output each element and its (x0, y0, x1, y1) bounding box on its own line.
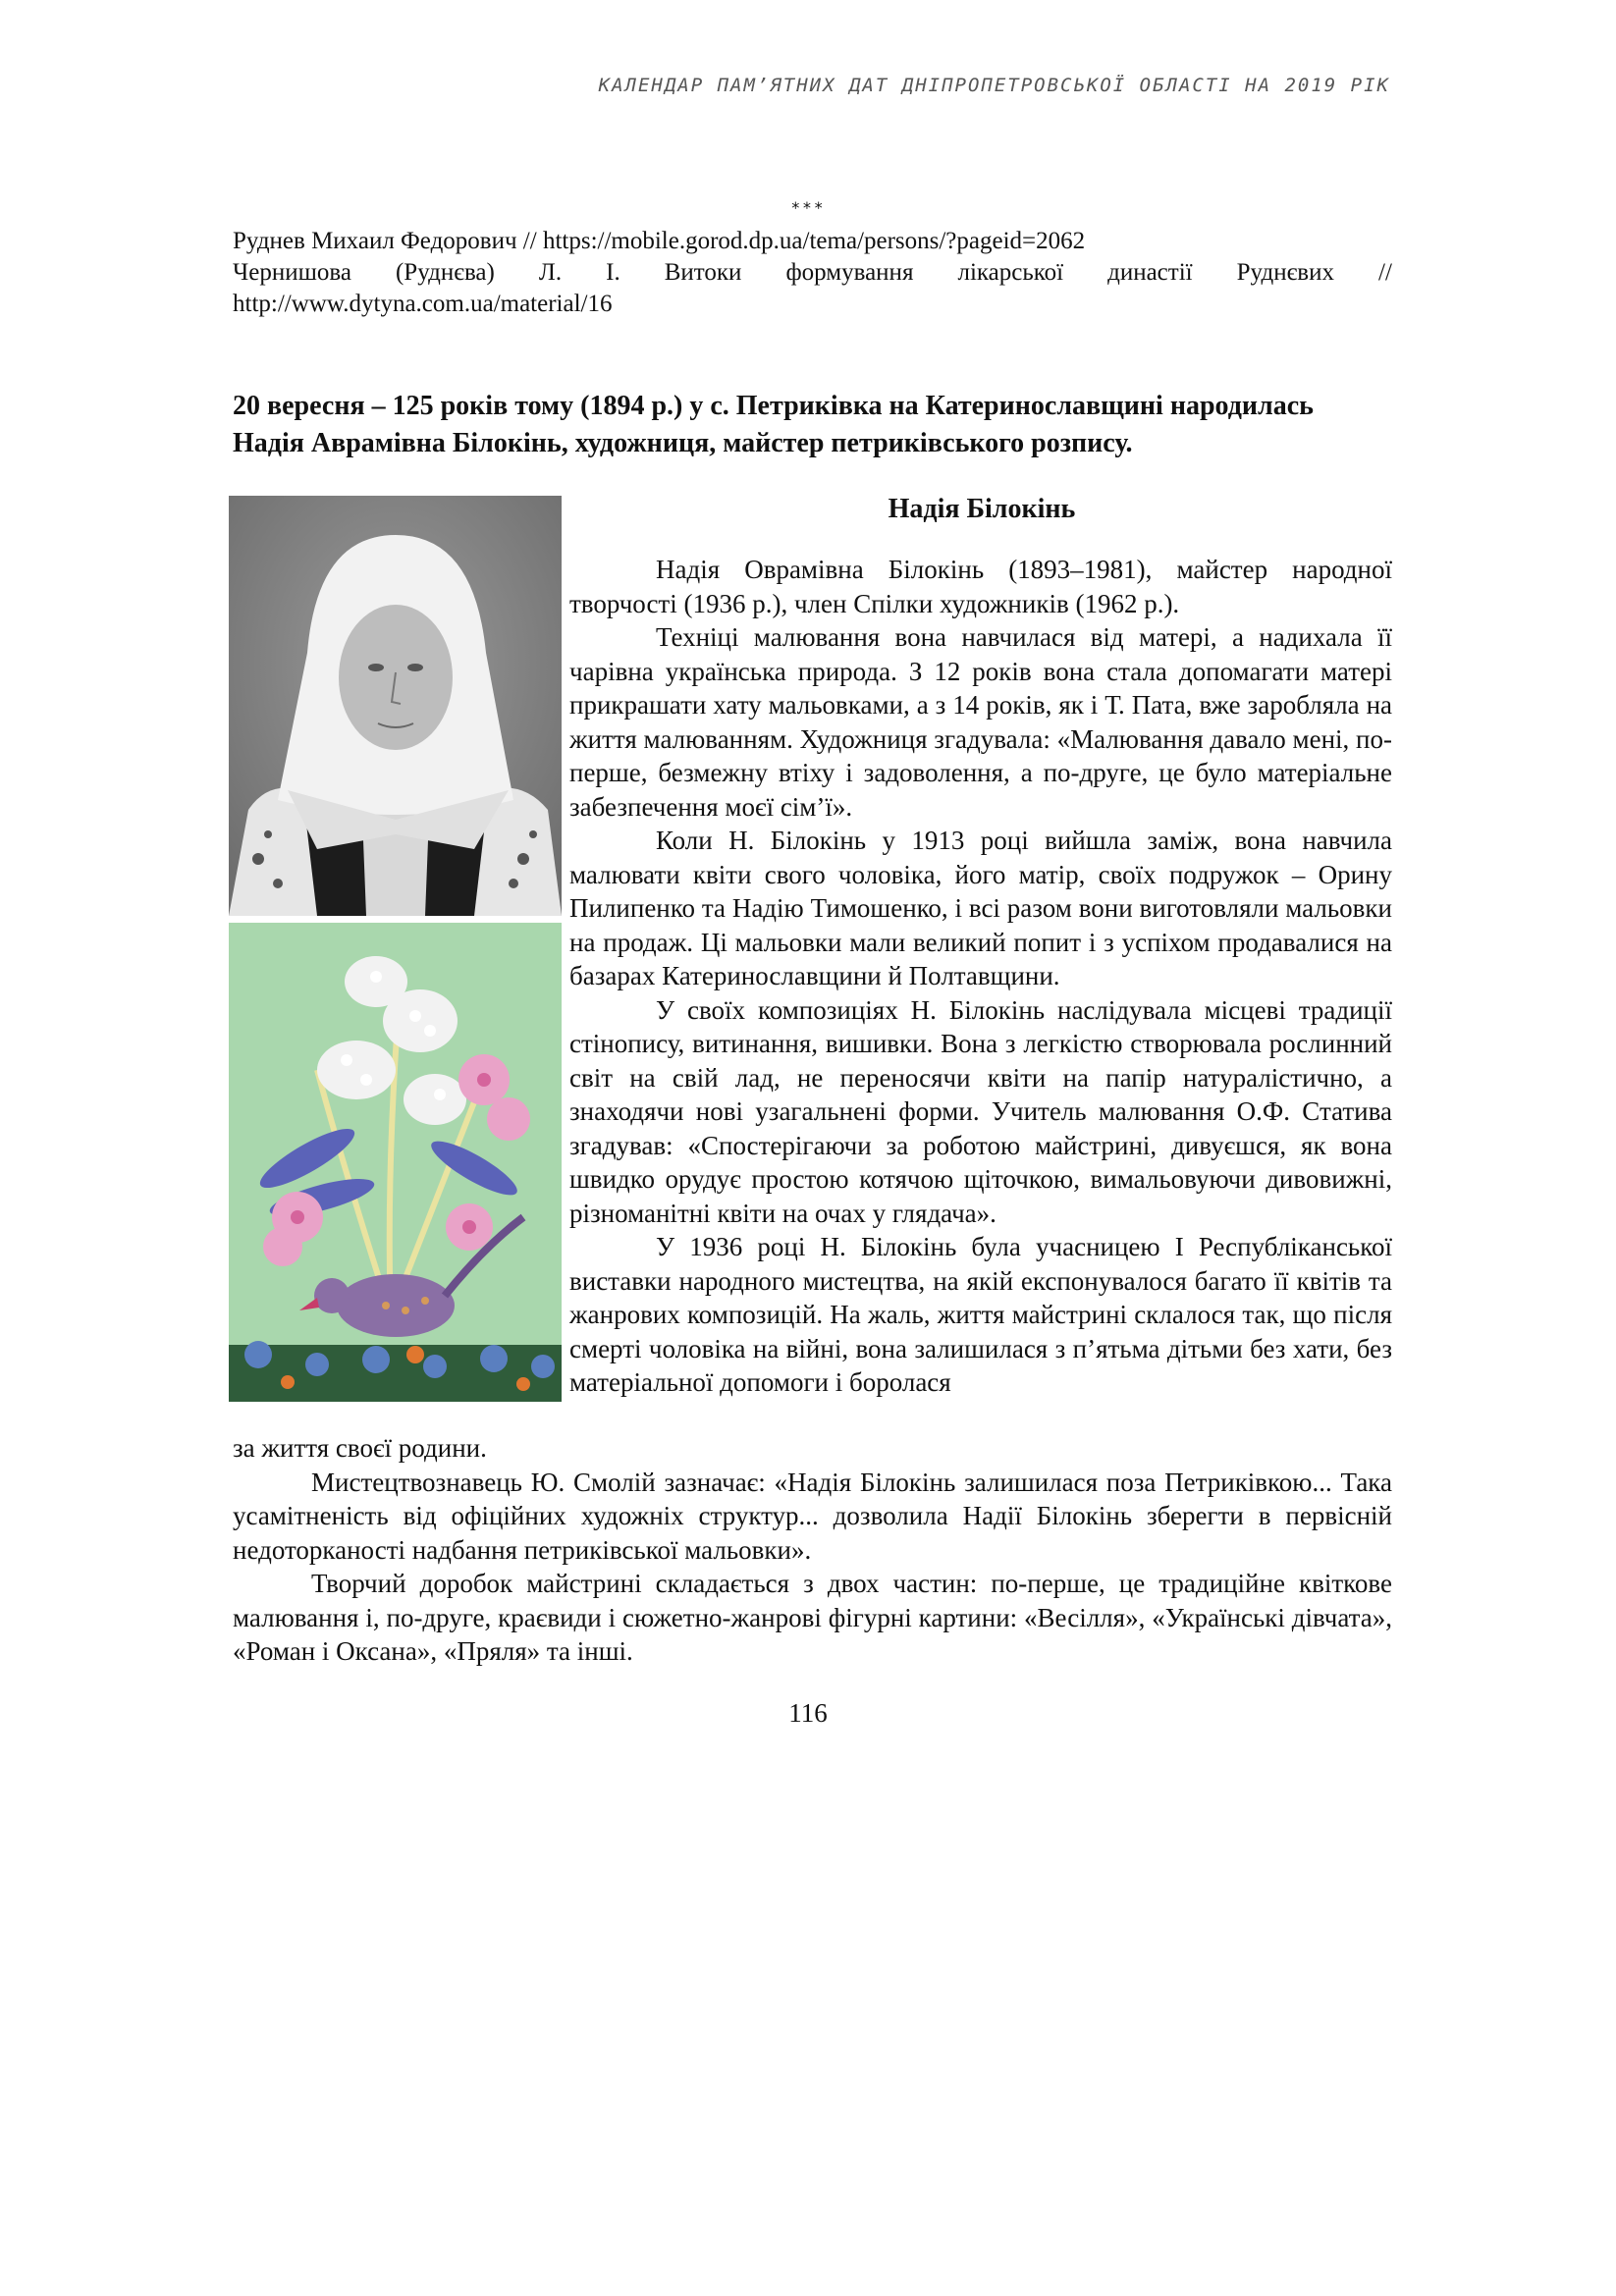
running-header: КАЛЕНДАР ПАМ’ЯТНИХ ДАТ ДНІПРОПЕТРОВСЬКОЇ ОБЛАСТІ НА 2019 РІК (598, 75, 1390, 96)
paragraph: Мистецтвознавець Ю. Смолій зазначає: «Надія Білокінь залишилася поза Петриківкою... Така усамітненість від офіційних художніх структур... дозволила Надії Білокінь зберегти в первісній недоторканості надбання петриківської мальовки». (233, 1467, 1392, 1565)
paragraph: У 1936 році Н. Білокінь була учасницею І Республіканської виставки народного мистецтва, на якій експонувалося багато її квітів та жанрових композицій. На жаль, життя майстрині склалося так, що після смерті чоловіка на війні, вона залишилася з п’ятьма дітьми без хати, без матеріальної допомоги і боролася (569, 1232, 1392, 1397)
section-separator: *** (790, 198, 826, 217)
page-number: 116 (788, 1698, 828, 1728)
reference-item: Руднев Михаил Федорович // https://mobile.gorod.dp.ua/tema/persons/?pageid=2062 (233, 228, 1086, 254)
article-title: Надія Білокінь (888, 494, 1076, 524)
portrait-photo (229, 496, 562, 916)
paragraph: Коли Н. Білокінь у 1913 році вийшла заміж, вона навчила малювати квіти свого чоловіка, його матір, своїх подружок – Орину Пилипенко та Надію Тимошенко, і всі разом вони виготовляли мальовки на продаж. Ці мальовки мали великий попит і з успіхом продавалися на базарах Катеринославщини й Полтавщини. (569, 826, 1392, 990)
paragraph: У своїх композиціях Н. Білокінь наслідувала місцеві традиції стінопису, витинання, вишивки. Вона з легкістю створювала рослинний світ на свій лад, не переносячи квіти на папір натуралістично, а знаходячи нові узагальнені форми. Учитель малювання О.Ф. Статива згадував: «Спостерігаючи за роботою майстрині, дивуєшся, як вона швидко орудує простою котячою щіточкою, вимальовуючи дивовижні, різноманітні квіти на очах у глядача». (569, 994, 1392, 1228)
article-full-width (233, 1431, 1392, 1669)
paragraph: Техніці малювання вона навчилася від матері, а надихала її чарівна українська природа. З 12 років вона стала допомагати матері прикрашати хату мальовками, а з 14 років, як і Т. Пата, вже заробляла на життя малюванням. Художниця згадувала: «Малювання давало мені, по-перше, безмежну втіху і задоволення, а по-друге, це було матеріальне забезпечення моєї сім’ї». (569, 622, 1392, 822)
references-block (233, 226, 1392, 320)
reference-item: http://www.dytyna.com.ua/material/16 (233, 291, 613, 317)
paragraph: за життя своєї родини. (233, 1433, 487, 1463)
paragraph: Надія Оврамівна Білокінь (1893–1981), майстер народної творчості (1936 р.), член Спілки художників (1962 р.). (569, 555, 1392, 618)
paragraph: Творчий доробок майстрині складається з двох частин: по-перше, це традиційне квіткове малювання і, по-друге, краєвиди і сюжетно-жанрові фігурні картини: «Весілля», «Українські дівчата», «Роман і Оксана», «Пряля» та інші. (233, 1569, 1392, 1666)
event-heading: 20 вересня – 125 років тому (1894 р.) у с. Петриківка на Катеринославщині народилась Надія Аврамівна Білокінь, художниця, майстер петриківського розпису. (233, 391, 1314, 458)
article-column (569, 553, 1392, 1400)
reference-item: Чернишова (Руднєва) Л. І. Витоки формування лікарської династії Руднєвих // (233, 259, 1392, 286)
petrykivka-painting (229, 923, 562, 1402)
